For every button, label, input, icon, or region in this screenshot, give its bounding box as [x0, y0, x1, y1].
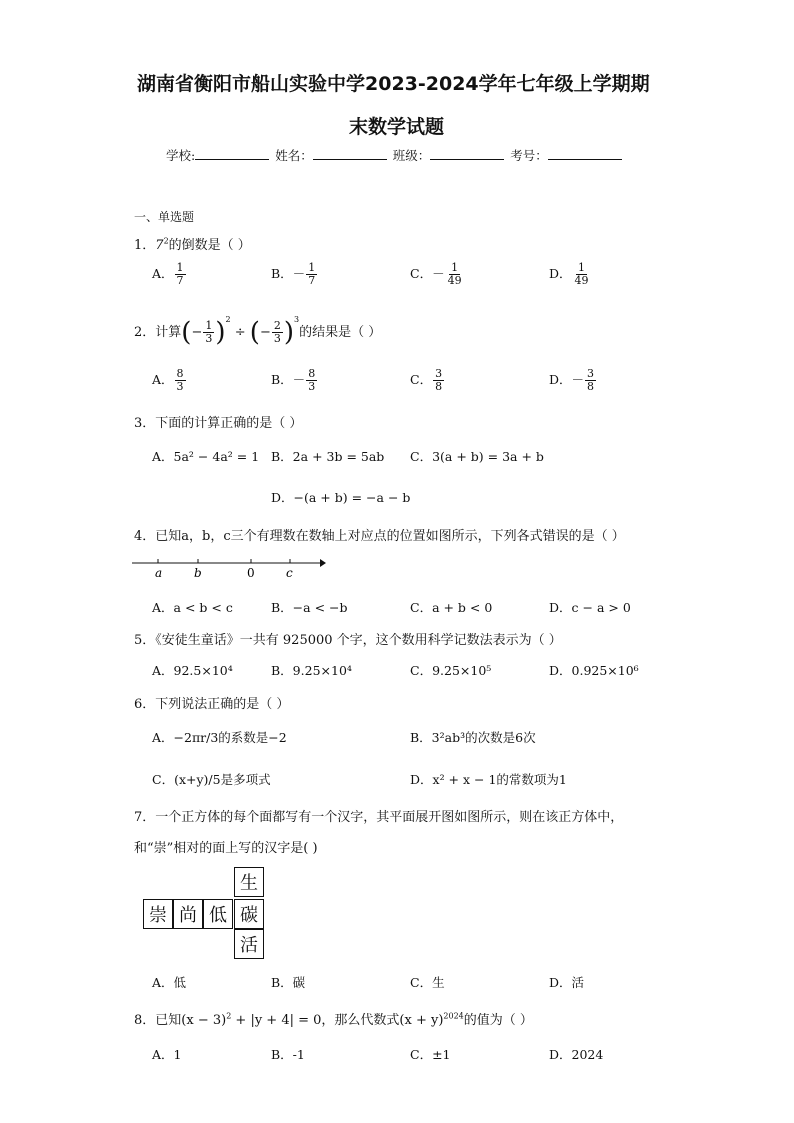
page-title-line1: 湖南省衡阳市船山实验中学2023-2024学年七年级上学期期	[137, 73, 650, 95]
net-cell: 崇	[143, 899, 173, 929]
axis-label-a: a	[155, 566, 163, 580]
question-2: 2．计算(− $\frac{1}{3}$ )$^2$ ÷ (− $\frac{2}{3}$ )$^3$的结果是（ ）	[134, 315, 382, 348]
question-3: 3．下面的计算正确的是（ ）	[134, 416, 303, 431]
q1-option-a[interactable]: A． $\frac{1}{7}$	[152, 261, 184, 288]
q6-option-a[interactable]: A．−2πr/3的系数是−2	[152, 730, 287, 745]
net-cell: 活	[234, 929, 264, 959]
q2-option-a[interactable]: A． $\frac{8}{3}$	[152, 367, 184, 394]
cube-net-figure	[143, 867, 273, 961]
q8-option-a[interactable]: A．1	[152, 1047, 182, 1062]
name-blank[interactable]	[313, 147, 387, 160]
q7-option-a[interactable]: A．低	[152, 975, 187, 990]
q8-option-d[interactable]: D．2024	[549, 1047, 604, 1062]
q8-option-b[interactable]: B．-1	[271, 1047, 305, 1062]
school-label: 学校:	[166, 148, 196, 163]
q2-option-c[interactable]: C． $\frac{3}{8}$	[410, 367, 443, 394]
q5-option-c[interactable]: C．9.25×10⁵	[410, 663, 492, 678]
q4-option-b[interactable]: B．−a < −b	[271, 600, 348, 615]
q3-option-d[interactable]: D．−(a + b) = −a − b	[271, 490, 411, 505]
question-8: 8．已知$(x - 3)^2 + |y + 4| = 0$，那么代数式$(x + y)^{2024}$的值为（ ）	[134, 1011, 533, 1028]
q5-option-a[interactable]: A．92.5×10⁴	[152, 663, 233, 678]
net-cell: 低	[203, 899, 233, 929]
axis-label-0: 0	[247, 566, 255, 580]
q8-option-c[interactable]: C．±1	[410, 1047, 451, 1062]
question-6: 6．下列说法正确的是（ ）	[134, 697, 290, 712]
number-line-figure	[130, 553, 330, 581]
q4-option-a[interactable]: A．a < b < c	[152, 600, 233, 615]
name-label: 姓名：	[275, 148, 313, 163]
q7-option-d[interactable]: D．活	[549, 975, 585, 990]
question-4: 4．已知a，b，c三个有理数在数轴上对应点的位置如图所示，下列各式错误的是（ ）	[134, 529, 625, 544]
q4-option-d[interactable]: D．c − a > 0	[549, 600, 631, 615]
q1-option-d[interactable]: D． $\frac{1}{49}$	[549, 261, 589, 288]
q6-option-c[interactable]: C．(x+y)/5是多项式	[152, 772, 271, 787]
q1-option-b[interactable]: B．－ $\frac{1}{7}$	[271, 261, 316, 288]
q5-option-b[interactable]: B．9.25×10⁴	[271, 663, 352, 678]
q2-option-b[interactable]: B．－ $\frac{8}{3}$	[271, 367, 316, 394]
section-heading: 一、单选题	[134, 210, 195, 224]
id-label: 考号：	[510, 148, 548, 163]
class-blank[interactable]	[430, 147, 504, 160]
q7-option-b[interactable]: B．碳	[271, 975, 306, 990]
axis-label-c: c	[286, 566, 293, 580]
question-5: 5．《安徒生童话》一共有 925000 个字，这个数用科学记数法表示为（ ）	[134, 633, 562, 648]
q3-option-b[interactable]: B．2a + 3b = 5ab	[271, 449, 385, 464]
question-7-line1: 7．一个正方体的每个面都写有一个汉字，其平面展开图如图所示，则在该正方体中，	[134, 810, 624, 825]
q6-option-d[interactable]: D．x² + x − 1的常数项为1	[410, 772, 567, 787]
axis-label-b: b	[194, 566, 202, 580]
class-label: 班级：	[392, 148, 431, 163]
q6-option-b[interactable]: B．3²ab³的次数是6次	[410, 730, 536, 745]
q3-option-c[interactable]: C．3(a + b) = 3a + b	[410, 449, 544, 464]
school-blank[interactable]	[195, 147, 269, 160]
q2-option-d[interactable]: D．－ $\frac{3}{8}$	[549, 367, 595, 394]
id-blank[interactable]	[548, 147, 622, 160]
net-cell: 尚	[173, 899, 203, 929]
question-7-line2: 和“崇”相对的面上写的汉字是( )	[134, 841, 318, 856]
q7-option-c[interactable]: C．生	[410, 975, 445, 990]
question-1: 1．$7^2$的倒数是（ ）	[134, 236, 251, 253]
q4-option-c[interactable]: C．a + b < 0	[410, 600, 493, 615]
student-info-row	[166, 146, 624, 164]
net-cell: 碳	[234, 899, 264, 929]
q1-option-c[interactable]: C．－ $\frac{1}{49}$	[410, 261, 462, 288]
page-title-line2: 末数学试题	[349, 116, 445, 138]
net-cell: 生	[234, 867, 264, 897]
q5-option-d[interactable]: D．0.925×10⁶	[549, 663, 639, 678]
q3-option-a[interactable]: A．5a² − 4a² = 1	[152, 449, 260, 464]
